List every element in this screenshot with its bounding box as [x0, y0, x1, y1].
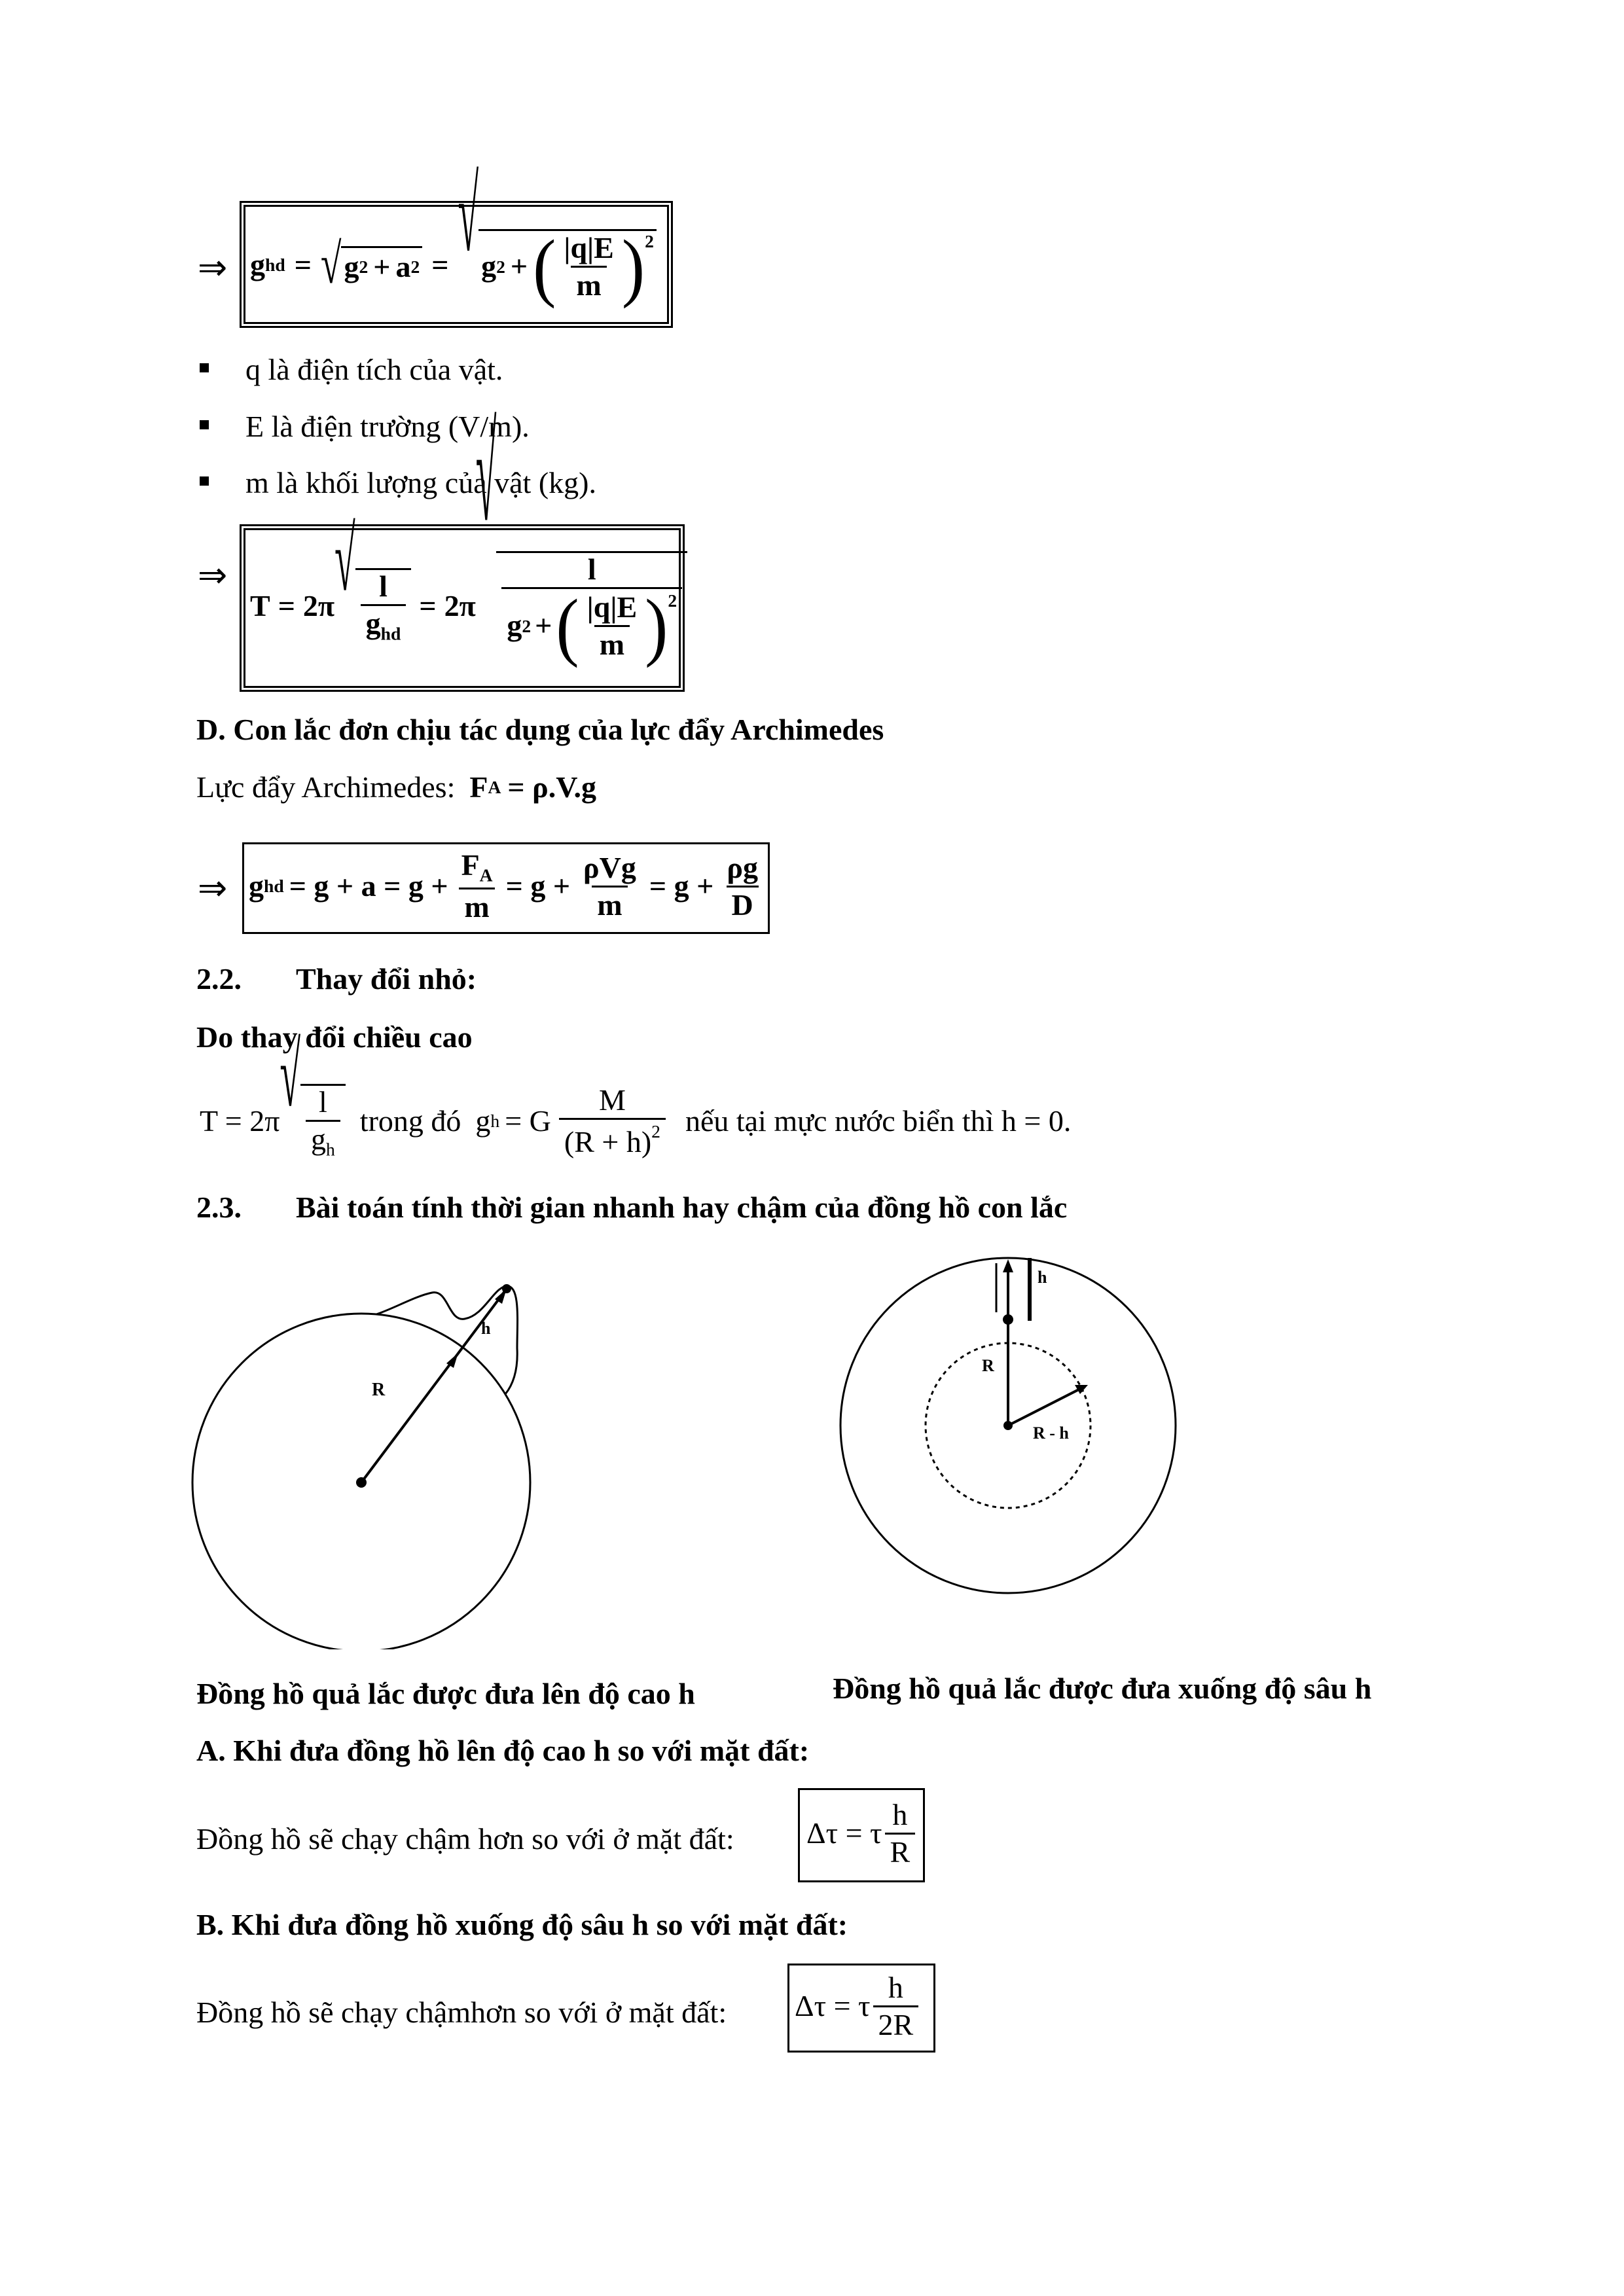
heading-section-B: B. Khi đưa đồng hồ xuống độ sâu h so với mặt đất:	[196, 1908, 848, 1941]
exp-2f: 2	[668, 590, 677, 611]
bullet-item-q: q là điện tích của vật.	[245, 353, 503, 386]
text-clock-slower-height: Đồng hồ sẽ chạy chậm hơn so với ở mặt đất:	[196, 1822, 734, 1856]
center-dot-left	[356, 1477, 367, 1488]
diagram-clock-lowered	[825, 1244, 1191, 1610]
text-trong-do: trong đó	[359, 1104, 461, 1138]
formula-delta-tau-depth	[795, 1967, 921, 2045]
eq-G: = G	[505, 1104, 551, 1138]
sqrt-g2-qE: √ g 2 + ( $\frac{|q|E}{m}$ ) 2	[458, 229, 657, 302]
bullet-item-E: E là điện trường (V/m).	[245, 410, 530, 443]
denominator-m-2: m	[594, 625, 630, 660]
plus-sign-2: +	[510, 249, 528, 283]
bullet-marker-3	[200, 476, 209, 486]
text-clock-slower-depth: Đồng hồ sẽ chạy chậmhơn so với ở mặt đất:	[196, 1996, 727, 2029]
implies-arrow-1: ⇒	[198, 247, 228, 288]
num-rhog: ρg	[727, 850, 758, 884]
den-m-4: m	[592, 886, 627, 920]
two-pi-2: 2π	[444, 588, 476, 622]
subheading-height-change: Do thay đổi chiều cao	[196, 1020, 473, 1054]
section-2-2-title: Thay đổi nhỏ:	[296, 962, 477, 996]
numerator-l-2: l	[587, 552, 596, 586]
sub-A: A	[488, 777, 501, 798]
formula-ghd-sqrt	[250, 158, 657, 314]
var-g-3: g	[249, 869, 264, 903]
bullet-item-m: m là khối lượng của vật (kg).	[245, 466, 596, 499]
expr-part-1: = g + a = g +	[289, 869, 448, 903]
var-F: F	[461, 848, 480, 882]
numerator-qE: |q|E	[564, 230, 614, 264]
eq-sign-2: =	[431, 248, 449, 281]
center-dot-right	[1003, 1421, 1013, 1430]
delta-tau-lhs: Δτ = τ	[806, 1816, 882, 1850]
delta-tau-lhs-B: Δτ = τ	[795, 1989, 871, 2022]
section-2-3-number: 2.3.	[196, 1191, 242, 1224]
sub-hd-2: hd	[380, 624, 401, 645]
den-R-plus-h: (R + h)	[564, 1125, 652, 1159]
bullet-marker-2	[200, 420, 209, 429]
denominator-m: m	[571, 266, 606, 300]
exp-2d: 2	[645, 230, 654, 251]
exp-2g: 2	[651, 1121, 660, 1141]
plus-sign-3: +	[535, 609, 552, 643]
var-g-den: g	[365, 607, 381, 641]
expr-part-3: = g +	[649, 869, 714, 903]
label-R-left: R	[372, 1380, 386, 1400]
var-g2: g	[344, 249, 359, 283]
sqrt-g2-a2: √ g 2 + a 2	[321, 246, 422, 284]
radius-vector-inner	[1008, 1386, 1085, 1426]
label-h-right: h	[1038, 1268, 1047, 1287]
var-a: a	[395, 249, 411, 283]
sub-h: h	[326, 1139, 335, 1160]
exp-2: 2	[359, 256, 369, 277]
bullet-marker-1	[200, 363, 209, 372]
var-gh-2: g	[475, 1104, 491, 1138]
expr-part-2: = g +	[505, 869, 571, 903]
label-h-left: h	[481, 1319, 491, 1338]
exp-2b: 2	[410, 256, 420, 277]
eq-sign: =	[294, 248, 312, 281]
numerator-l: l	[379, 569, 388, 603]
sea-level-note: nếu tại mực nước biển thì h = 0.	[685, 1104, 1072, 1138]
caption-lowered-clock: Đồng hồ quả lắc được đưa xuống độ sâu h	[833, 1672, 1372, 1705]
archimedes-label: Lực đẩy Archimedes:	[196, 770, 456, 804]
num-l-h: l	[319, 1085, 327, 1119]
heading-section-A: A. Khi đưa đồng hồ lên độ cao h so với mặt đất:	[196, 1734, 810, 1767]
archimedes-rhs: = ρ.V.g	[507, 770, 597, 804]
two-pi: 2π	[302, 588, 335, 622]
formula-ghd-archimedes	[249, 848, 766, 924]
depth-dot	[1003, 1314, 1013, 1325]
archimedes-force-line	[196, 772, 596, 802]
eq-sign-4: =	[419, 588, 437, 622]
plus-sign: +	[373, 249, 391, 283]
den-2R-B: 2R	[873, 2005, 919, 2040]
den-m-3: m	[459, 888, 494, 922]
var-gh: g	[311, 1122, 326, 1156]
exp-2e: 2	[522, 615, 532, 636]
num-M: M	[598, 1083, 626, 1117]
fraction-qE-m	[558, 230, 619, 302]
var-g4: g	[507, 609, 522, 643]
label-R-right: R	[982, 1356, 994, 1375]
var-T: T	[250, 588, 270, 622]
section-2-3-title: Bài toán tính thời gian nhanh hay chậm của đồng hồ con lắc	[296, 1191, 1068, 1224]
sub-hd-3: hd	[264, 876, 284, 897]
exp-2c: 2	[496, 256, 505, 277]
numerator-qE-2: |q|E	[586, 590, 638, 624]
section-2-2-number: 2.2.	[196, 962, 242, 996]
period-lhs: T = 2π	[200, 1104, 280, 1138]
sub-h-2: h	[490, 1111, 500, 1132]
sub-hd: hd	[265, 255, 285, 276]
den-R-A: R	[885, 1833, 916, 1867]
sqrt-l-ghd: √ $\frac{l}{g_{hd}}$	[334, 568, 411, 643]
diagram-clock-raised	[190, 1257, 556, 1649]
num-rhoVg: ρVg	[583, 850, 636, 884]
eq-sign-3: =	[278, 588, 295, 622]
sub-A-2: A	[479, 865, 493, 886]
sqrt-l-gh: √ $\frac{l}{g_h}$	[280, 1084, 345, 1158]
implies-arrow-2: ⇒	[198, 554, 228, 596]
formula-delta-tau-height	[806, 1793, 918, 1873]
label-R-minus-h: R - h	[1033, 1424, 1069, 1443]
top-dot-left	[502, 1284, 511, 1293]
implies-arrow-3: ⇒	[198, 867, 228, 908]
sqrt-big: √ l g 2 + ( $\frac{|q|E}{m}$ ) 2	[476, 551, 687, 661]
heading-section-D: D. Con lắc đơn chịu tác dụng của lực đẩy Archimedes	[196, 713, 884, 746]
var-g3: g	[481, 249, 497, 283]
num-h-A: h	[892, 1797, 908, 1831]
den-D: D	[727, 886, 759, 920]
var-g: g	[250, 248, 265, 281]
arrowhead-up	[1003, 1259, 1013, 1272]
caption-raised-clock: Đồng hồ quả lắc được đưa lên độ cao h	[196, 1677, 695, 1710]
num-h-B: h	[888, 1970, 903, 2004]
var-FA: F	[469, 770, 488, 804]
